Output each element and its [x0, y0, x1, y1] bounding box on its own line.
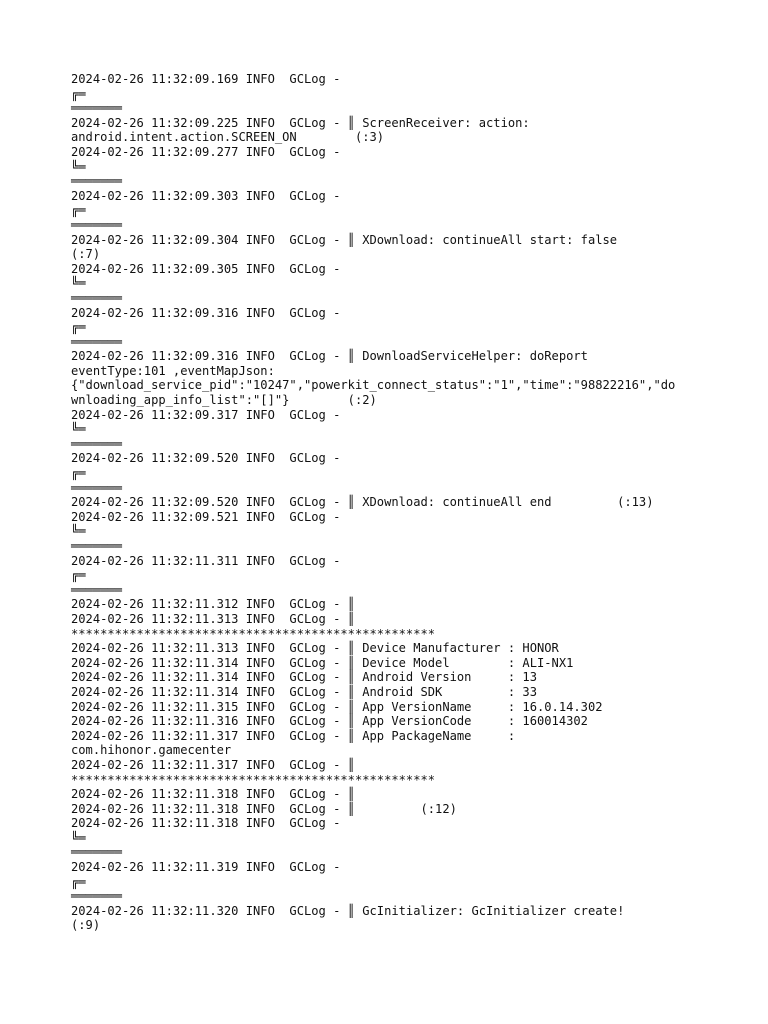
log-line: 2024-02-26 11:32:09.304 INFO GCLog - ║ XDownload: continueAll start: false: [71, 232, 618, 247]
log-box-border-continuation: ═══════: [71, 334, 122, 349]
log-line: eventType:101 ,eventMapJson:: [71, 363, 275, 378]
log-box-border-continuation: ═══════: [71, 101, 122, 116]
log-box-border: ╔═: [71, 466, 86, 481]
log-box-border: ╚═: [71, 422, 86, 437]
log-line: com.hihonor.gamecenter: [71, 743, 232, 758]
log-line: 2024-02-26 11:32:09.520 INFO GCLog -: [71, 451, 341, 466]
log-box-border-continuation: ═══════: [71, 217, 122, 232]
log-separator: **************************************************: [71, 626, 436, 641]
log-line: 2024-02-26 11:32:11.311 INFO GCLog -: [71, 553, 341, 568]
log-line: 2024-02-26 11:32:11.314 INFO GCLog - ║ Android Version : 13: [71, 670, 537, 685]
log-line: 2024-02-26 11:32:09.225 INFO GCLog - ║ ScreenReceiver: action:: [71, 115, 530, 130]
log-line: 2024-02-26 11:32:09.521 INFO GCLog -: [71, 509, 341, 524]
log-box-border-continuation: ═══════: [71, 480, 122, 495]
log-box-border: ╚═: [71, 159, 86, 174]
log-document: [71, 72, 711, 933]
log-line: 2024-02-26 11:32:11.315 INFO GCLog - ║ App VersionName : 16.0.14.302: [71, 699, 603, 714]
log-line: 2024-02-26 11:32:11.318 INFO GCLog - ║ (:12): [71, 801, 457, 816]
log-line: 2024-02-26 11:32:09.316 INFO GCLog -: [71, 305, 341, 320]
log-line: android.intent.action.SCREEN_ON (:3): [71, 130, 385, 145]
log-line: 2024-02-26 11:32:09.169 INFO GCLog -: [71, 72, 341, 86]
log-line: 2024-02-26 11:32:11.314 INFO GCLog - ║ Android SDK : 33: [71, 684, 537, 699]
log-box-border-continuation: ═══════: [71, 889, 122, 904]
log-box-border-continuation: ═══════: [71, 582, 122, 597]
log-line: 2024-02-26 11:32:11.316 INFO GCLog - ║ App VersionCode : 160014302: [71, 714, 588, 729]
log-line: 2024-02-26 11:32:11.318 INFO GCLog - ║: [71, 787, 355, 802]
log-line: 2024-02-26 11:32:11.313 INFO GCLog - ║: [71, 611, 355, 626]
log-separator: **************************************************: [71, 772, 436, 787]
log-line: 2024-02-26 11:32:11.317 INFO GCLog - ║ App PackageName :: [71, 728, 516, 743]
log-box-border: ╚═: [71, 524, 86, 539]
log-box-border-continuation: ═══════: [71, 845, 122, 860]
log-box-border-continuation: ═══════: [71, 290, 122, 305]
log-line: 2024-02-26 11:32:11.320 INFO GCLog - ║ GcInitializer: GcInitializer create!: [71, 903, 625, 918]
log-line: (:7): [71, 247, 101, 262]
log-line: 2024-02-26 11:32:09.305 INFO GCLog -: [71, 261, 341, 276]
log-line: 2024-02-26 11:32:09.303 INFO GCLog -: [71, 188, 341, 203]
log-line: 2024-02-26 11:32:09.316 INFO GCLog - ║ DownloadServiceHelper: doReport: [71, 349, 588, 364]
log-box-border: ╚═: [71, 830, 86, 845]
log-box-border: ╔═: [71, 320, 86, 335]
log-line: wnloading_app_info_list":"[]"} (:2): [71, 393, 377, 408]
log-box-border-continuation: ═══════: [71, 539, 122, 553]
log-line: 2024-02-26 11:32:09.277 INFO GCLog -: [71, 144, 341, 159]
log-box-border: ╔═: [71, 874, 86, 889]
log-line: 2024-02-26 11:32:11.313 INFO GCLog - ║ Device Manufacturer : HONOR: [71, 641, 559, 656]
log-line: 2024-02-26 11:32:11.312 INFO GCLog - ║: [71, 597, 355, 612]
log-box-border-continuation: ═══════: [71, 174, 122, 189]
log-box-border: ╚═: [71, 276, 86, 291]
log-line: {"download_service_pid":"10247","powerkit_connect_status":"1","time":"98822216","do: [71, 378, 676, 393]
log-box-border: ╔═: [71, 203, 86, 218]
log-box-border-continuation: ═══════: [71, 436, 122, 451]
log-line: 2024-02-26 11:32:09.317 INFO GCLog -: [71, 407, 341, 422]
log-line: 2024-02-26 11:32:11.318 INFO GCLog -: [71, 816, 341, 831]
log-box-border: ╔═: [71, 568, 86, 583]
log-line: 2024-02-26 11:32:09.520 INFO GCLog - ║ XDownload: continueAll end (:13): [71, 495, 654, 510]
log-line: (:9): [71, 918, 101, 933]
log-box-border: ╔═: [71, 86, 86, 101]
log-line: 2024-02-26 11:32:11.319 INFO GCLog -: [71, 860, 341, 875]
log-line: 2024-02-26 11:32:11.317 INFO GCLog - ║: [71, 757, 355, 772]
log-line: 2024-02-26 11:32:11.314 INFO GCLog - ║ Device Model : ALI-NX1: [71, 655, 574, 670]
